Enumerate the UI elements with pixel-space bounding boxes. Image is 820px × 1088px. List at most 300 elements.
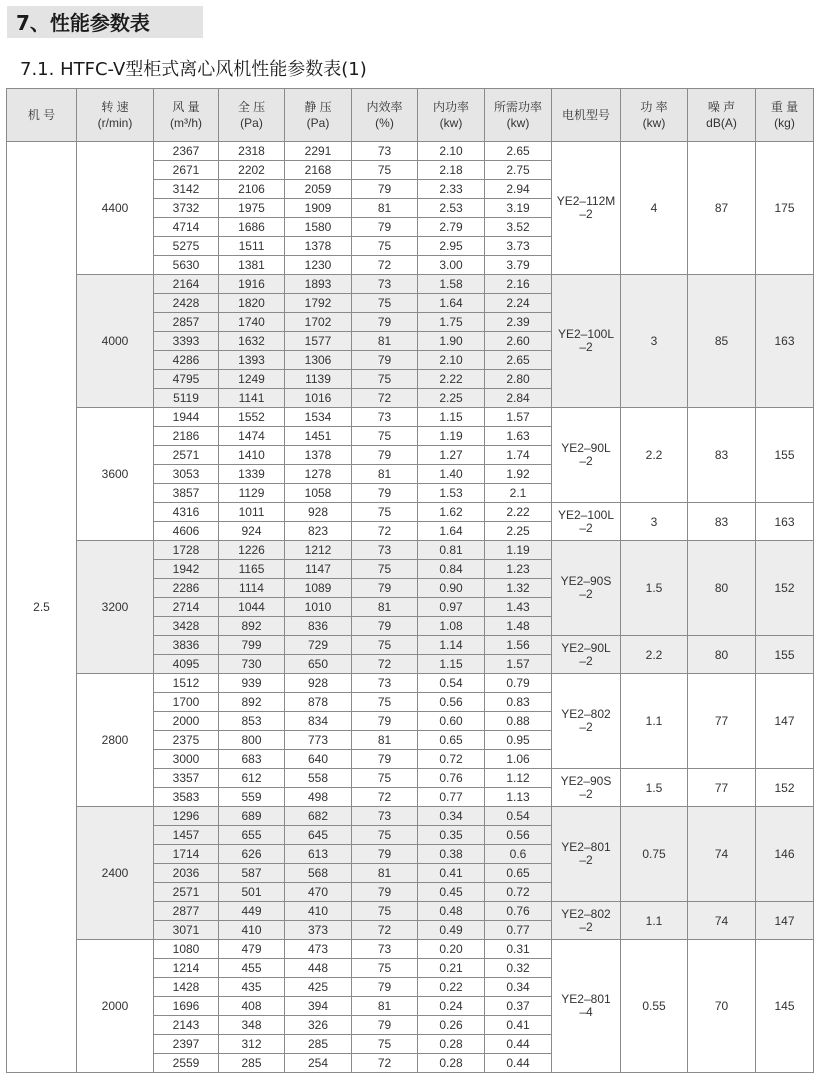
airflow-cell: 4714: [154, 218, 219, 237]
efficiency-cell: 72: [352, 921, 418, 940]
static-pressure-cell: 558: [285, 769, 352, 788]
efficiency-cell: 79: [352, 1016, 418, 1035]
efficiency-cell: 79: [352, 750, 418, 769]
total-pressure-cell: 1975: [219, 199, 285, 218]
total-pressure-cell: 1226: [219, 541, 285, 560]
internal-power-cell: 0.45: [418, 883, 485, 902]
static-pressure-cell: 425: [285, 978, 352, 997]
weight-cell: 163: [756, 503, 814, 541]
total-pressure-cell: 730: [219, 655, 285, 674]
weight-cell: 155: [756, 408, 814, 503]
airflow-cell: 3583: [154, 788, 219, 807]
static-pressure-cell: 473: [285, 940, 352, 959]
efficiency-cell: 79: [352, 579, 418, 598]
airflow-cell: 3071: [154, 921, 219, 940]
static-pressure-cell: 834: [285, 712, 352, 731]
internal-power-cell: 0.60: [418, 712, 485, 731]
weight-cell: 147: [756, 674, 814, 769]
efficiency-cell: 81: [352, 199, 418, 218]
internal-power-cell: 0.34: [418, 807, 485, 826]
static-pressure-cell: 1230: [285, 256, 352, 275]
total-pressure-cell: 479: [219, 940, 285, 959]
airflow-cell: 2571: [154, 883, 219, 902]
static-pressure-cell: 928: [285, 503, 352, 522]
total-pressure-cell: 285: [219, 1054, 285, 1073]
static-pressure-cell: 1909: [285, 199, 352, 218]
internal-power-cell: 1.19: [418, 427, 485, 446]
internal-power-cell: 1.90: [418, 332, 485, 351]
airflow-cell: 2877: [154, 902, 219, 921]
internal-power-cell: 0.28: [418, 1035, 485, 1054]
total-pressure-cell: 1552: [219, 408, 285, 427]
static-pressure-cell: 1378: [285, 446, 352, 465]
internal-power-cell: 0.56: [418, 693, 485, 712]
total-pressure-cell: 410: [219, 921, 285, 940]
total-pressure-cell: 2318: [219, 142, 285, 161]
total-pressure-cell: 1249: [219, 370, 285, 389]
required-power-cell: 0.44: [485, 1035, 552, 1054]
performance-table: [6, 88, 814, 1073]
noise-cell: 83: [688, 408, 756, 503]
internal-power-cell: 0.97: [418, 598, 485, 617]
static-pressure-cell: 836: [285, 617, 352, 636]
header-airflow: 风 量 (m³/h): [154, 89, 219, 142]
required-power-cell: 3.52: [485, 218, 552, 237]
internal-power-cell: 0.48: [418, 902, 485, 921]
internal-power-cell: 2.10: [418, 351, 485, 370]
efficiency-cell: 79: [352, 978, 418, 997]
static-pressure-cell: 928: [285, 674, 352, 693]
weight-cell: 163: [756, 275, 814, 408]
table-subtitle: 7.1. HTFC-V型柜式离心风机性能参数表(1): [20, 59, 367, 80]
internal-power-cell: 2.33: [418, 180, 485, 199]
required-power-cell: 0.72: [485, 883, 552, 902]
internal-power-cell: 0.41: [418, 864, 485, 883]
total-pressure-cell: 800: [219, 731, 285, 750]
required-power-cell: 1.43: [485, 598, 552, 617]
header-static-pressure: 静 压 (Pa): [285, 89, 352, 142]
motor-model-line: YE2–90L: [561, 640, 611, 655]
static-pressure-cell: 1139: [285, 370, 352, 389]
total-pressure-cell: 1410: [219, 446, 285, 465]
airflow-cell: 1080: [154, 940, 219, 959]
total-pressure-cell: 892: [219, 617, 285, 636]
efficiency-cell: 73: [352, 807, 418, 826]
motor-model-line: –2: [579, 207, 593, 221]
efficiency-cell: 75: [352, 503, 418, 522]
required-power-cell: 0.6: [485, 845, 552, 864]
static-pressure-cell: 1089: [285, 579, 352, 598]
motor-model-line: YE2–801: [561, 840, 611, 854]
total-pressure-cell: 1129: [219, 484, 285, 503]
required-power-cell: 1.57: [485, 408, 552, 427]
internal-power-cell: 1.08: [418, 617, 485, 636]
efficiency-cell: 75: [352, 636, 418, 655]
total-pressure-cell: 1740: [219, 313, 285, 332]
internal-power-cell: 0.84: [418, 560, 485, 579]
total-pressure-cell: 408: [219, 997, 285, 1016]
noise-cell: 70: [688, 940, 756, 1073]
motor-model-line: –2: [579, 853, 593, 867]
motor-model-line: YE2–801: [561, 992, 611, 1006]
static-pressure-cell: 1306: [285, 351, 352, 370]
motor-model-line: –2: [579, 720, 593, 734]
airflow-cell: 3857: [154, 484, 219, 503]
static-pressure-cell: 878: [285, 693, 352, 712]
internal-power-cell: 0.20: [418, 940, 485, 959]
motor-power-cell: 2.2: [621, 636, 688, 674]
airflow-cell: 3428: [154, 617, 219, 636]
efficiency-cell: 79: [352, 446, 418, 465]
weight-cell: 155: [756, 636, 814, 674]
motor-model-line: –2: [579, 653, 593, 668]
total-pressure-cell: 612: [219, 769, 285, 788]
motor-model-cell: [552, 902, 621, 940]
airflow-cell: 1512: [154, 674, 219, 693]
efficiency-cell: 75: [352, 826, 418, 845]
required-power-cell: 2.75: [485, 161, 552, 180]
airflow-cell: 1457: [154, 826, 219, 845]
required-power-cell: 0.95: [485, 731, 552, 750]
efficiency-cell: 73: [352, 142, 418, 161]
noise-cell: 80: [688, 636, 756, 674]
noise-cell: 80: [688, 541, 756, 636]
required-power-cell: 1.57: [485, 655, 552, 674]
total-pressure-cell: 892: [219, 693, 285, 712]
airflow-cell: 2286: [154, 579, 219, 598]
required-power-cell: 1.19: [485, 541, 552, 560]
internal-power-cell: 3.00: [418, 256, 485, 275]
airflow-cell: 2143: [154, 1016, 219, 1035]
static-pressure-cell: 2059: [285, 180, 352, 199]
motor-power-cell: 2.2: [621, 408, 688, 503]
total-pressure-cell: 1141: [219, 389, 285, 408]
required-power-cell: 0.88: [485, 712, 552, 731]
required-power-cell: 2.1: [485, 484, 552, 503]
static-pressure-cell: 1010: [285, 598, 352, 617]
internal-power-cell: 0.28: [418, 1054, 485, 1073]
motor-model-cell: [552, 503, 621, 541]
static-pressure-cell: 1702: [285, 313, 352, 332]
required-power-cell: 0.41: [485, 1016, 552, 1035]
static-pressure-cell: 410: [285, 902, 352, 921]
required-power-cell: 2.60: [485, 332, 552, 351]
required-power-cell: 2.80: [485, 370, 552, 389]
airflow-cell: 1944: [154, 408, 219, 427]
efficiency-cell: 81: [352, 731, 418, 750]
motor-model-line: –2: [579, 786, 593, 801]
airflow-cell: 2571: [154, 446, 219, 465]
required-power-cell: 0.76: [485, 902, 552, 921]
static-pressure-cell: 498: [285, 788, 352, 807]
airflow-cell: 3357: [154, 769, 219, 788]
internal-power-cell: 1.64: [418, 294, 485, 313]
efficiency-cell: 81: [352, 465, 418, 484]
speed-cell: 4000: [77, 275, 154, 408]
airflow-cell: 3393: [154, 332, 219, 351]
static-pressure-cell: 1147: [285, 560, 352, 579]
motor-model-line: –2: [579, 340, 593, 354]
required-power-cell: 2.24: [485, 294, 552, 313]
weight-cell: 152: [756, 769, 814, 807]
total-pressure-cell: 1511: [219, 237, 285, 256]
internal-power-cell: 0.72: [418, 750, 485, 769]
required-power-cell: 2.22: [485, 503, 552, 522]
motor-model-cell: [552, 541, 621, 636]
total-pressure-cell: 924: [219, 522, 285, 541]
internal-power-cell: 2.79: [418, 218, 485, 237]
airflow-cell: 5119: [154, 389, 219, 408]
motor-model-line: –4: [579, 1005, 593, 1019]
efficiency-cell: 75: [352, 427, 418, 446]
efficiency-cell: 75: [352, 294, 418, 313]
required-power-cell: 0.44: [485, 1054, 552, 1073]
static-pressure-cell: 394: [285, 997, 352, 1016]
motor-model-cell: [552, 636, 621, 674]
total-pressure-cell: 799: [219, 636, 285, 655]
efficiency-cell: 79: [352, 180, 418, 199]
motor-model-line: YE2–90S: [560, 574, 612, 588]
efficiency-cell: 72: [352, 522, 418, 541]
efficiency-cell: 72: [352, 256, 418, 275]
required-power-cell: 1.56: [485, 636, 552, 655]
motor-power-cell: 3: [621, 503, 688, 541]
airflow-cell: 1942: [154, 560, 219, 579]
static-pressure-cell: 1792: [285, 294, 352, 313]
motor-model-line: YE2–90S: [560, 773, 612, 788]
efficiency-cell: 72: [352, 389, 418, 408]
airflow-cell: 5275: [154, 237, 219, 256]
total-pressure-cell: 1916: [219, 275, 285, 294]
efficiency-cell: 75: [352, 1035, 418, 1054]
total-pressure-cell: 1393: [219, 351, 285, 370]
efficiency-cell: 79: [352, 617, 418, 636]
speed-cell: 2000: [77, 940, 154, 1073]
weight-cell: 145: [756, 940, 814, 1073]
noise-cell: 83: [688, 503, 756, 541]
airflow-cell: 3000: [154, 750, 219, 769]
internal-power-cell: 0.76: [418, 769, 485, 788]
internal-power-cell: 2.95: [418, 237, 485, 256]
efficiency-cell: 73: [352, 408, 418, 427]
header-speed: 转 速 (r/min): [77, 89, 154, 142]
header-efficiency: 内效率 (%): [352, 89, 418, 142]
required-power-cell: 2.84: [485, 389, 552, 408]
static-pressure-cell: 1016: [285, 389, 352, 408]
static-pressure-cell: 1893: [285, 275, 352, 294]
motor-model-line: YE2–100L: [557, 507, 615, 522]
total-pressure-cell: 1114: [219, 579, 285, 598]
motor-power-cell: 1.5: [621, 541, 688, 636]
static-pressure-cell: 285: [285, 1035, 352, 1054]
total-pressure-cell: 1044: [219, 598, 285, 617]
total-pressure-cell: 1011: [219, 503, 285, 522]
required-power-cell: 0.32: [485, 959, 552, 978]
required-power-cell: 1.13: [485, 788, 552, 807]
internal-power-cell: 2.53: [418, 199, 485, 218]
internal-power-cell: 1.75: [418, 313, 485, 332]
required-power-cell: 0.65: [485, 864, 552, 883]
required-power-cell: 1.12: [485, 769, 552, 788]
static-pressure-cell: 729: [285, 636, 352, 655]
efficiency-cell: 75: [352, 693, 418, 712]
noise-cell: 85: [688, 275, 756, 408]
internal-power-cell: 1.15: [418, 408, 485, 427]
internal-power-cell: 1.62: [418, 503, 485, 522]
airflow-cell: 2714: [154, 598, 219, 617]
motor-power-cell: 1.1: [621, 902, 688, 940]
required-power-cell: 1.23: [485, 560, 552, 579]
total-pressure-cell: 1339: [219, 465, 285, 484]
internal-power-cell: 1.27: [418, 446, 485, 465]
efficiency-cell: 72: [352, 655, 418, 674]
internal-power-cell: 0.35: [418, 826, 485, 845]
required-power-cell: 2.65: [485, 351, 552, 370]
airflow-cell: 1696: [154, 997, 219, 1016]
efficiency-cell: 79: [352, 845, 418, 864]
speed-cell: 2800: [77, 674, 154, 807]
total-pressure-cell: 455: [219, 959, 285, 978]
motor-model-line: YE2–90L: [561, 441, 611, 455]
motor-power-cell: 0.55: [621, 940, 688, 1073]
airflow-cell: 1700: [154, 693, 219, 712]
static-pressure-cell: 254: [285, 1054, 352, 1073]
efficiency-cell: 75: [352, 769, 418, 788]
static-pressure-cell: 682: [285, 807, 352, 826]
efficiency-cell: 81: [352, 864, 418, 883]
efficiency-cell: 75: [352, 237, 418, 256]
airflow-cell: 4095: [154, 655, 219, 674]
required-power-cell: 1.63: [485, 427, 552, 446]
airflow-cell: 3053: [154, 465, 219, 484]
section-title: 7、性能参数表: [16, 11, 150, 35]
total-pressure-cell: 689: [219, 807, 285, 826]
noise-cell: 77: [688, 674, 756, 769]
internal-power-cell: 1.40: [418, 465, 485, 484]
total-pressure-cell: 2202: [219, 161, 285, 180]
required-power-cell: 2.16: [485, 275, 552, 294]
motor-model-cell: [552, 674, 621, 769]
static-pressure-cell: 1451: [285, 427, 352, 446]
header-motor-power: 功 率 (kw): [621, 89, 688, 142]
weight-cell: 152: [756, 541, 814, 636]
airflow-cell: 4606: [154, 522, 219, 541]
motor-model-line: –2: [579, 919, 593, 934]
noise-cell: 77: [688, 769, 756, 807]
internal-power-cell: 1.14: [418, 636, 485, 655]
static-pressure-cell: 640: [285, 750, 352, 769]
static-pressure-cell: 773: [285, 731, 352, 750]
internal-power-cell: 0.26: [418, 1016, 485, 1035]
motor-model-line: YE2–112M: [556, 194, 616, 208]
motor-model-line: –2: [579, 454, 593, 468]
required-power-cell: 2.94: [485, 180, 552, 199]
header-machine-no: 机 号: [7, 89, 77, 142]
required-power-cell: 2.65: [485, 142, 552, 161]
required-power-cell: 3.19: [485, 199, 552, 218]
efficiency-cell: 75: [352, 161, 418, 180]
efficiency-cell: 73: [352, 674, 418, 693]
static-pressure-cell: 1058: [285, 484, 352, 503]
efficiency-cell: 75: [352, 902, 418, 921]
internal-power-cell: 1.58: [418, 275, 485, 294]
weight-cell: 146: [756, 807, 814, 902]
static-pressure-cell: 1378: [285, 237, 352, 256]
required-power-cell: 0.79: [485, 674, 552, 693]
airflow-cell: 4795: [154, 370, 219, 389]
motor-power-cell: 0.75: [621, 807, 688, 902]
motor-power-cell: 1.5: [621, 769, 688, 807]
airflow-cell: 3732: [154, 199, 219, 218]
internal-power-cell: 0.38: [418, 845, 485, 864]
total-pressure-cell: 449: [219, 902, 285, 921]
required-power-cell: 0.54: [485, 807, 552, 826]
internal-power-cell: 0.22: [418, 978, 485, 997]
airflow-cell: 2397: [154, 1035, 219, 1054]
static-pressure-cell: 568: [285, 864, 352, 883]
efficiency-cell: 81: [352, 997, 418, 1016]
airflow-cell: 2375: [154, 731, 219, 750]
total-pressure-cell: 312: [219, 1035, 285, 1054]
required-power-cell: 0.83: [485, 693, 552, 712]
total-pressure-cell: 655: [219, 826, 285, 845]
airflow-cell: 2857: [154, 313, 219, 332]
required-power-cell: 0.34: [485, 978, 552, 997]
machine-no-cell: 2.5: [7, 142, 77, 1073]
required-power-cell: 1.74: [485, 446, 552, 465]
efficiency-cell: 73: [352, 940, 418, 959]
efficiency-cell: 79: [352, 351, 418, 370]
required-power-cell: 1.06: [485, 750, 552, 769]
airflow-cell: 1714: [154, 845, 219, 864]
total-pressure-cell: 683: [219, 750, 285, 769]
internal-power-cell: 0.21: [418, 959, 485, 978]
airflow-cell: 2367: [154, 142, 219, 161]
noise-cell: 74: [688, 902, 756, 940]
static-pressure-cell: 823: [285, 522, 352, 541]
total-pressure-cell: 626: [219, 845, 285, 864]
internal-power-cell: 0.90: [418, 579, 485, 598]
internal-power-cell: 1.64: [418, 522, 485, 541]
header-noise: 噪 声 dB(A): [688, 89, 756, 142]
static-pressure-cell: 373: [285, 921, 352, 940]
speed-cell: 3200: [77, 541, 154, 674]
airflow-cell: 2428: [154, 294, 219, 313]
efficiency-cell: 79: [352, 313, 418, 332]
static-pressure-cell: 448: [285, 959, 352, 978]
motor-model-line: YE2–100L: [557, 327, 615, 341]
total-pressure-cell: 939: [219, 674, 285, 693]
total-pressure-cell: 1474: [219, 427, 285, 446]
airflow-cell: 2164: [154, 275, 219, 294]
weight-cell: 175: [756, 142, 814, 275]
header-weight: 重 量 (kg): [756, 89, 814, 142]
static-pressure-cell: 1278: [285, 465, 352, 484]
required-power-cell: 0.31: [485, 940, 552, 959]
airflow-cell: 4316: [154, 503, 219, 522]
efficiency-cell: 72: [352, 1054, 418, 1073]
required-power-cell: 1.92: [485, 465, 552, 484]
airflow-cell: 3836: [154, 636, 219, 655]
static-pressure-cell: 1577: [285, 332, 352, 351]
airflow-cell: 2036: [154, 864, 219, 883]
total-pressure-cell: 1381: [219, 256, 285, 275]
total-pressure-cell: 1820: [219, 294, 285, 313]
static-pressure-cell: 326: [285, 1016, 352, 1035]
internal-power-cell: 0.49: [418, 921, 485, 940]
efficiency-cell: 75: [352, 370, 418, 389]
total-pressure-cell: 1686: [219, 218, 285, 237]
